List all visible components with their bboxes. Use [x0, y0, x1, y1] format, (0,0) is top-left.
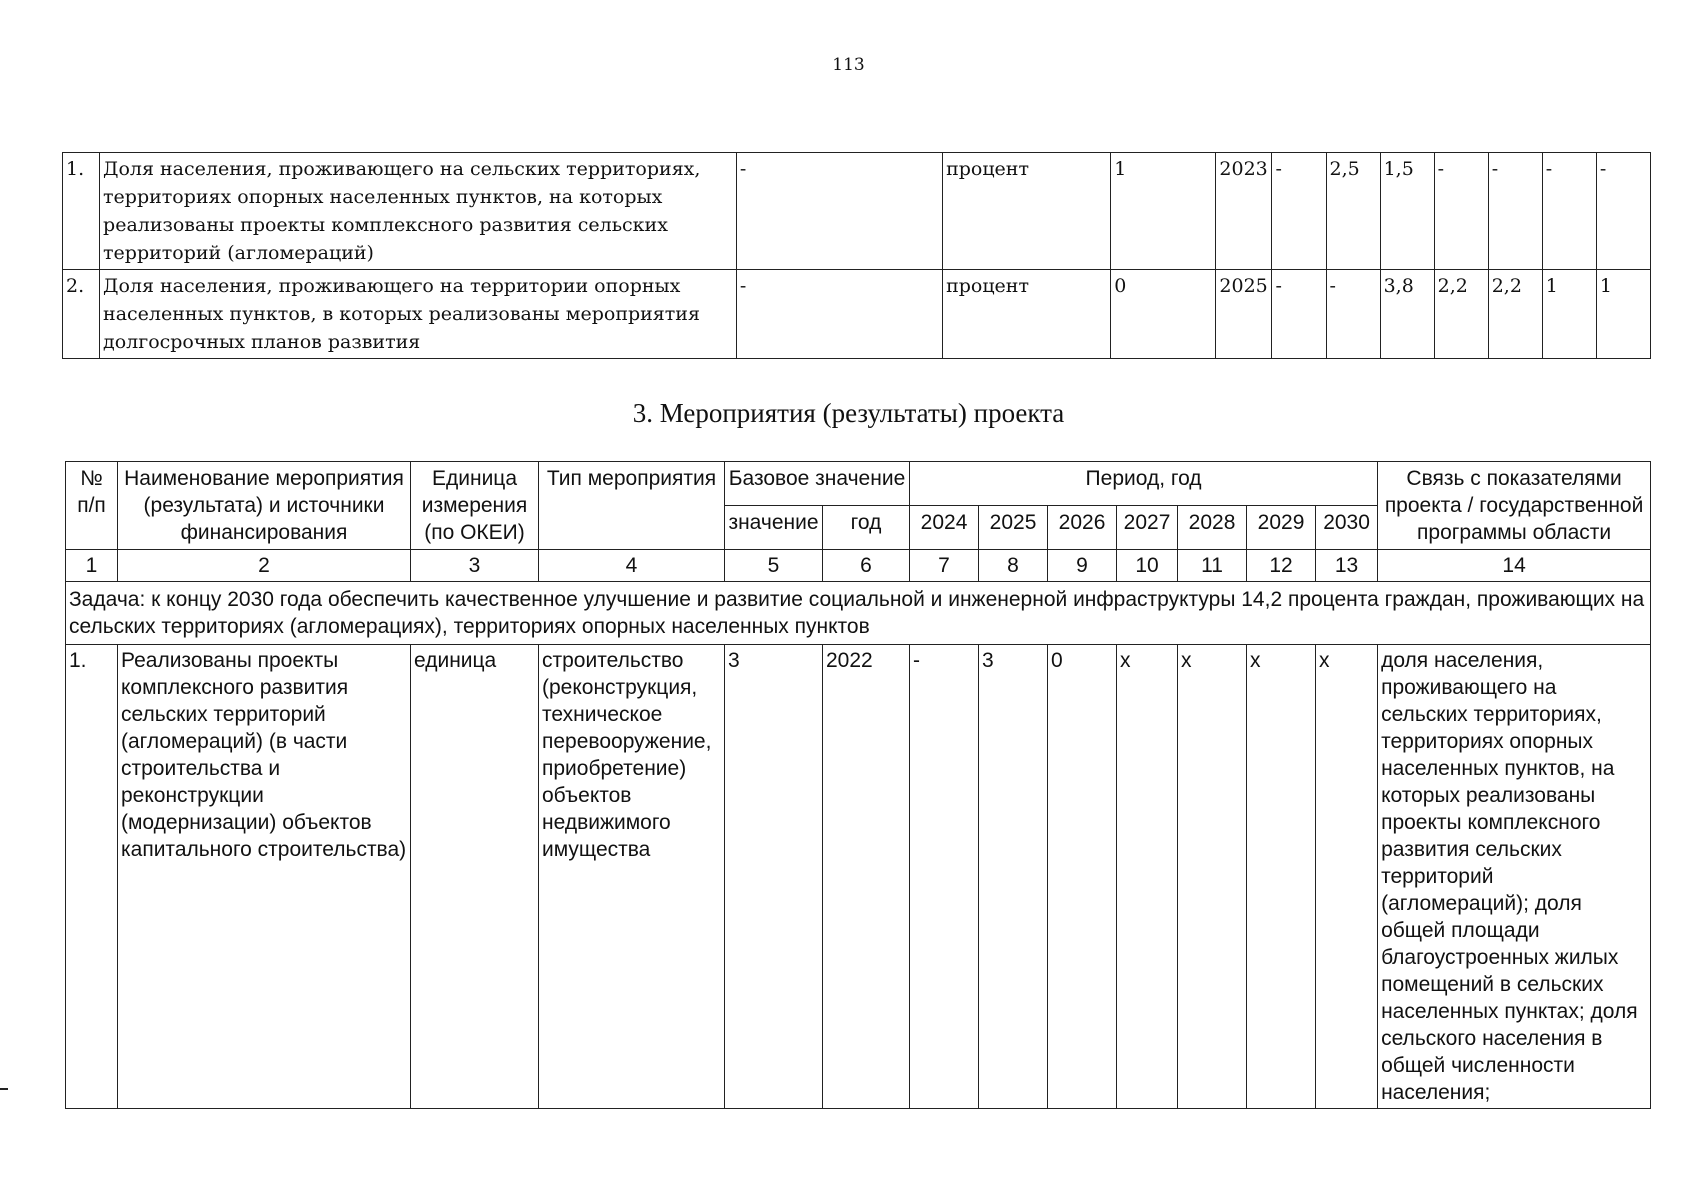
indicator-row: [63, 153, 1651, 270]
header-row: [66, 462, 1651, 506]
indicator-value: 3,8: [1380, 270, 1434, 359]
indicator-base-year: 2025: [1216, 270, 1272, 359]
header-year: 2030: [1316, 506, 1378, 550]
indicator-value: -: [1434, 153, 1488, 270]
measure-base-value: 3: [725, 645, 823, 1109]
column-number: 8: [979, 550, 1048, 582]
indicator-value: -: [1272, 153, 1326, 270]
measure-year-2025: 3: [979, 645, 1048, 1109]
indicator-base-value: 0: [1111, 270, 1216, 359]
header-year: 2029: [1247, 506, 1316, 550]
indicator-number: 1.: [63, 153, 100, 270]
header-year: 2026: [1048, 506, 1117, 550]
column-number: 5: [725, 550, 823, 582]
indicator-row: [63, 270, 1651, 359]
column-number: 10: [1117, 550, 1178, 582]
measure-base-year: 2022: [823, 645, 910, 1109]
indicator-value: 1,5: [1380, 153, 1434, 270]
indicator-value: -: [1596, 153, 1650, 270]
indicator-value: 2,5: [1326, 153, 1380, 270]
indicator-value: 1: [1596, 270, 1650, 359]
section-title: 3. Мероприятия (результаты) проекта: [632, 398, 1065, 428]
measures-table: [65, 461, 1651, 1109]
indicator-cell: -: [736, 153, 942, 270]
column-number: 13: [1316, 550, 1378, 582]
measure-year-2028: х: [1178, 645, 1247, 1109]
column-number: 14: [1378, 550, 1651, 582]
measure-type: строительство (реконструкция, техническое перевооружение, приобретение) объектов недвижимого имущества: [539, 645, 725, 1109]
column-number: 9: [1048, 550, 1117, 582]
indicator-value: 2,2: [1488, 270, 1542, 359]
header-year: 2024: [910, 506, 979, 550]
indicator-value: -: [1488, 153, 1542, 270]
column-number: 6: [823, 550, 910, 582]
header-base-value: значение: [725, 506, 823, 550]
column-number: 1: [66, 550, 118, 582]
measure-number: 1.: [66, 645, 118, 1109]
header-unit: Единица измерения (по ОКЕИ): [411, 462, 539, 550]
column-number: 3: [411, 550, 539, 582]
header-name: Наименование мероприятия (результата) и источники финансирования: [118, 462, 411, 550]
task-row: [66, 582, 1651, 645]
column-number: 4: [539, 550, 725, 582]
indicator-base-value: 1: [1111, 153, 1216, 270]
indicator-unit: процент: [943, 270, 1111, 359]
header-base: Базовое значение: [725, 462, 910, 506]
column-number: 11: [1178, 550, 1247, 582]
measure-year-2026: 0: [1048, 645, 1117, 1109]
page-number: 113: [832, 55, 865, 75]
margin-dash: [0, 1088, 8, 1090]
indicator-value: 2,2: [1434, 270, 1488, 359]
indicator-value: -: [1272, 270, 1326, 359]
column-number: 2: [118, 550, 411, 582]
measure-year-2029: х: [1247, 645, 1316, 1109]
header-year: 2025: [979, 506, 1048, 550]
measure-row: [66, 645, 1651, 1109]
indicator-value: -: [1542, 153, 1596, 270]
measure-link: доля населения, проживающего на сельских территориях, территориях опорных населенных пунктов, на которых реализованы проекты комплексного развития сельских территорий (агломераций); доля общей площади благоустроенных жилых помещений в сельских населенных пунктах; доля сельского населения в общей численности населения;: [1378, 645, 1651, 1109]
indicator-value: 1: [1542, 270, 1596, 359]
indicator-value: -: [1326, 270, 1380, 359]
measure-name: Реализованы проекты комплексного развития сельских территорий (агломераций) (в части строительства и реконструкции (модернизации) объектов капитального строительства): [118, 645, 411, 1109]
indicator-name: Доля населения, проживающего на сельских территориях, территориях опорных населенных пунктов, на которых реализованы проекты комплексного развития сельских территорий (агломераций): [100, 153, 737, 270]
header-type: Тип мероприятия: [539, 462, 725, 550]
measure-year-2024: -: [910, 645, 979, 1109]
header-year: 2028: [1178, 506, 1247, 550]
header-link: Связь с показателями проекта / государственной программы области: [1378, 462, 1651, 550]
task-text: Задача: к концу 2030 года обеспечить качественное улучшение и развитие социальной и инженерной инфраструктуры 14,2 процента граждан, проживающих на сельских территориях (агломерациях), территориях опорных населенных пунктов: [66, 582, 1651, 645]
indicators-table: [62, 152, 1651, 359]
column-number: 12: [1247, 550, 1316, 582]
indicator-base-year: 2023: [1216, 153, 1272, 270]
header-period: Период, год: [910, 462, 1378, 506]
header-year: 2027: [1117, 506, 1178, 550]
indicator-unit: процент: [943, 153, 1111, 270]
indicator-name: Доля населения, проживающего на территории опорных населенных пунктов, в которых реализованы мероприятия долгосрочных планов развития: [100, 270, 737, 359]
measure-year-2030: х: [1316, 645, 1378, 1109]
header-base-year: год: [823, 506, 910, 550]
indicator-cell: -: [736, 270, 942, 359]
column-number-row: [66, 550, 1651, 582]
header-num: № п/п: [66, 462, 118, 550]
column-number: 7: [910, 550, 979, 582]
indicator-number: 2.: [63, 270, 100, 359]
measure-unit: единица: [411, 645, 539, 1109]
measure-year-2027: х: [1117, 645, 1178, 1109]
